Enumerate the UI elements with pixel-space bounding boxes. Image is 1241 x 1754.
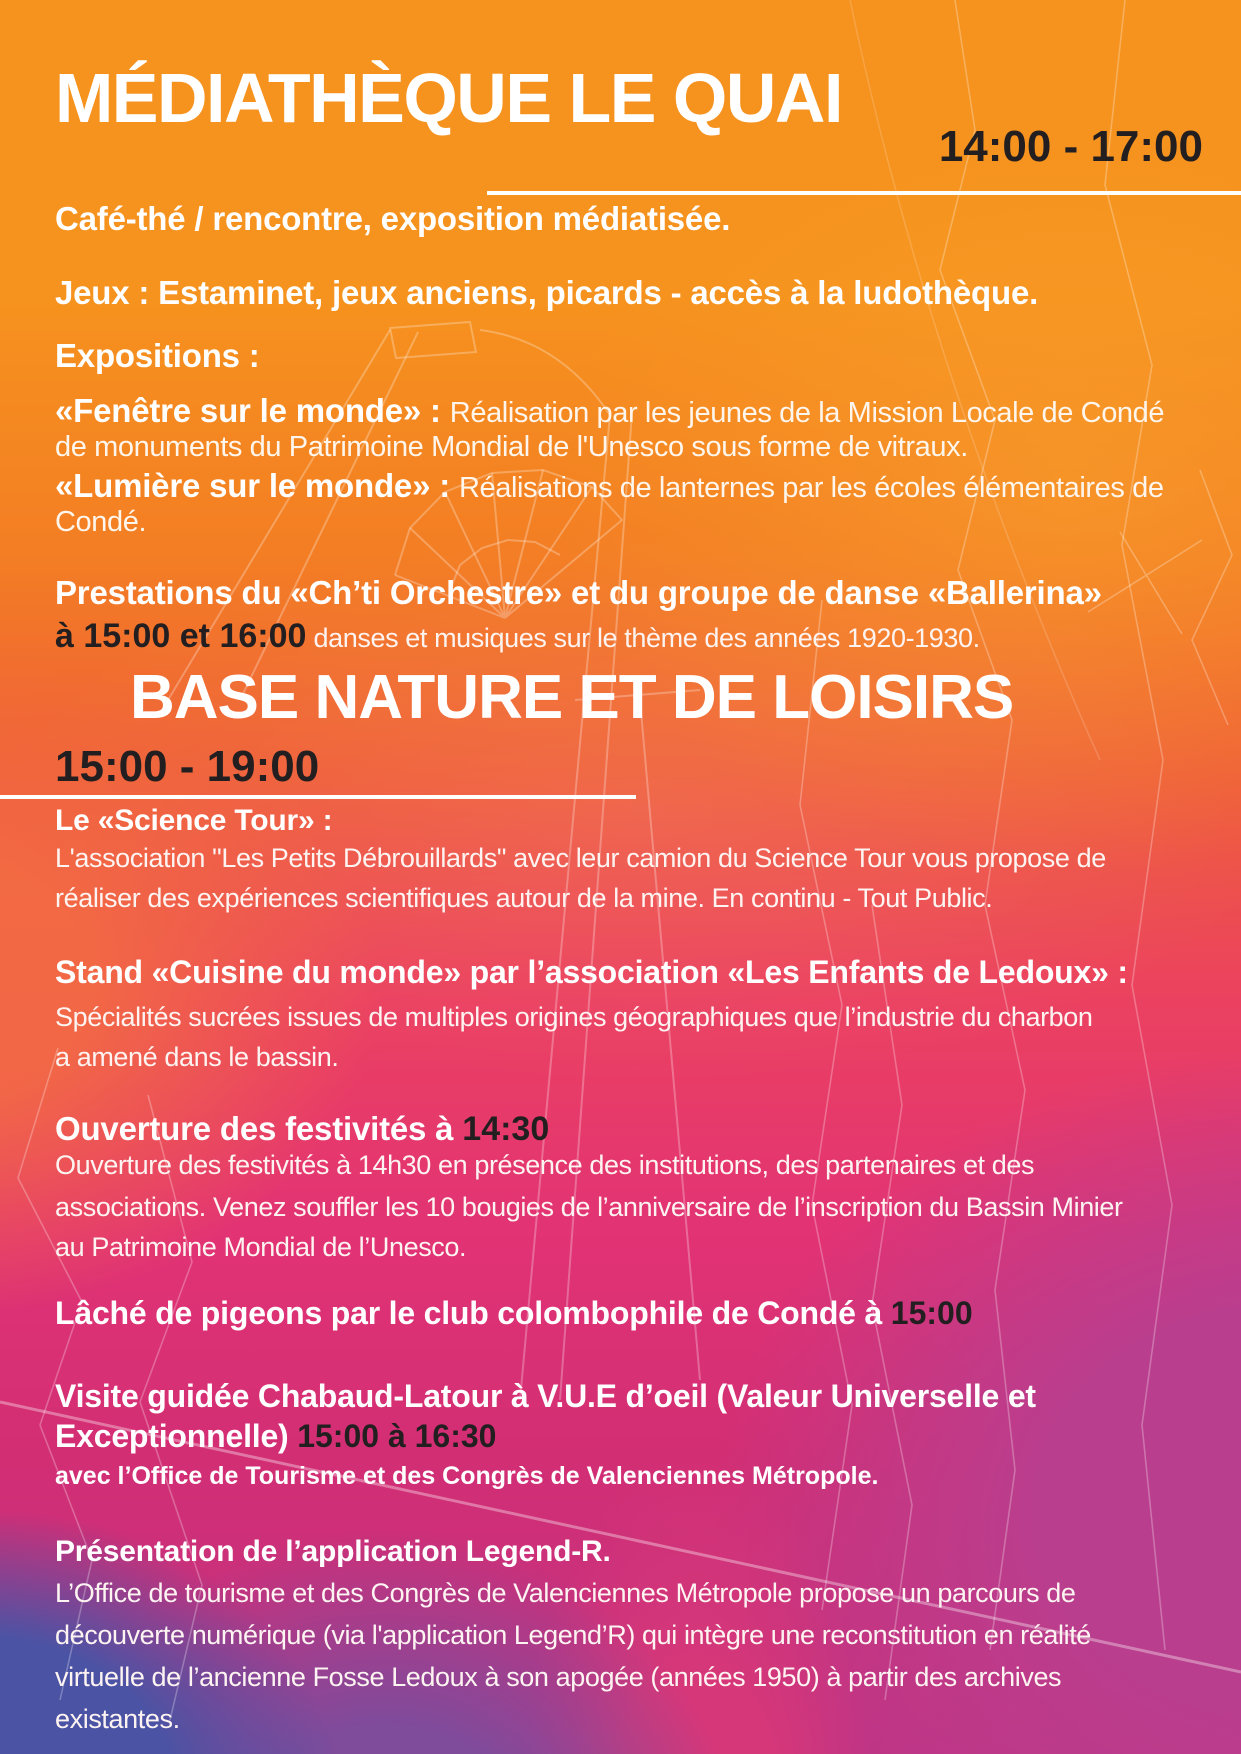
ouverture-line3: au Patrimoine Mondial de l’Unesco. [55,1232,467,1262]
expo-fenetre-title: «Fenêtre sur le monde» : [55,392,450,429]
science-tour-line1: L'association "Les Petits Débrouillards" avec leur camion du Science Tour vous propose de [55,843,1106,873]
visite-line1: Visite guidée Chabaud-Latour à V.U.E d’oeil (Valeur Universelle et [55,1378,1036,1414]
ouverture-line1: Ouverture des festivités à 14h30 en présence des institutions, des partenaires et des [55,1150,1035,1180]
stand-cuisine-line1: Spécialités sucrées issues de multiples origines géographiques que l’industrie du charbon [55,1002,1093,1032]
stand-cuisine-title: Stand «Cuisine du monde» par l’association «Les Enfants de Ledoux» : [55,954,1128,990]
pigeons-time: 15:00 [890,1295,973,1331]
pigeons-text: Lâché de pigeons par le club colombophile de Condé à [55,1295,891,1331]
expo-lumiere-desc: Réalisations de lanternes par les écoles élémentaires de [458,472,1164,504]
ouverture-title [55,1110,549,1149]
legend-line1: L’Office de tourisme et des Congrès de Valenciennes Métropole propose un parcours de [55,1578,1076,1608]
prestations-desc: danses et musiques sur le thème des années 1920-1930. [306,623,980,653]
jeux-line: Jeux : Estaminet, jeux anciens, picards - accès à la ludothèque. [55,274,1039,311]
visite-line2 [55,1418,496,1455]
prestations-time: à 15:00 et 16:00 [55,617,307,655]
section1-title: MÉDIATHÈQUE LE QUAI [55,59,842,137]
legend-line4: existantes. [55,1704,180,1734]
expo-lumiere-line2: Condé. [55,506,147,538]
expo-lumiere-title: «Lumière sur le monde» : [55,467,459,504]
expositions-label: Expositions : [55,337,260,374]
legend-line3: virtuelle de l’ancienne Fosse Ledoux à son apogée (années 1950) à partir des archives [55,1662,1062,1692]
prestations-line2 [55,617,980,656]
expo-fenetre-line2: de monuments du Patrimoine Mondial de l'Unesco sous forme de vitraux. [55,431,968,463]
divider-line-2 [0,795,636,799]
expo-fenetre-desc: Réalisation par les jeunes de la Mission Locale de Condé [449,397,1165,429]
expo-fenetre-line1 [55,392,1164,430]
ouverture-line2: associations. Venez souffler les 10 bougies de l’anniversaire de l’inscription du Bassin Minier [55,1192,1123,1222]
section2-time: 15:00 - 19:00 [55,742,320,791]
expo-lumiere-line1 [55,467,1164,505]
legend-line2: découverte numérique (via l'application Legend’R) qui intègre une reconstitution en réalité [55,1620,1091,1650]
pigeons-line [55,1295,973,1332]
ouverture-title-text: Ouverture des festivités à [55,1110,463,1147]
ouverture-time: 14:30 [462,1110,550,1148]
legend-title: Présentation de l’application Legend-R. [55,1535,611,1568]
prestations-line1: Prestations du «Ch’ti Orchestre» et du groupe de danse «Ballerina» [55,574,1102,611]
stand-cuisine-line2: a amené dans le bassin. [55,1042,339,1072]
visite-time: 15:00 à 16:30 [297,1418,497,1454]
science-tour-line2: réaliser des expériences scientifiques autour de la mine. En continu - Tout Public. [55,883,993,913]
cafe-the-line: Café-thé / rencontre, exposition médiatisée. [55,200,731,237]
science-tour-title: Le «Science Tour» : [55,804,333,837]
divider-line-1 [487,191,1241,195]
section2-title: BASE NATURE ET DE LOISIRS [130,663,1014,732]
section1-time: 14:00 - 17:00 [938,122,1203,171]
visite-line2-text: Exceptionnelle) [55,1418,298,1454]
visite-subline: avec l’Office de Tourisme et des Congrès de Valenciennes Métropole. [55,1462,879,1490]
